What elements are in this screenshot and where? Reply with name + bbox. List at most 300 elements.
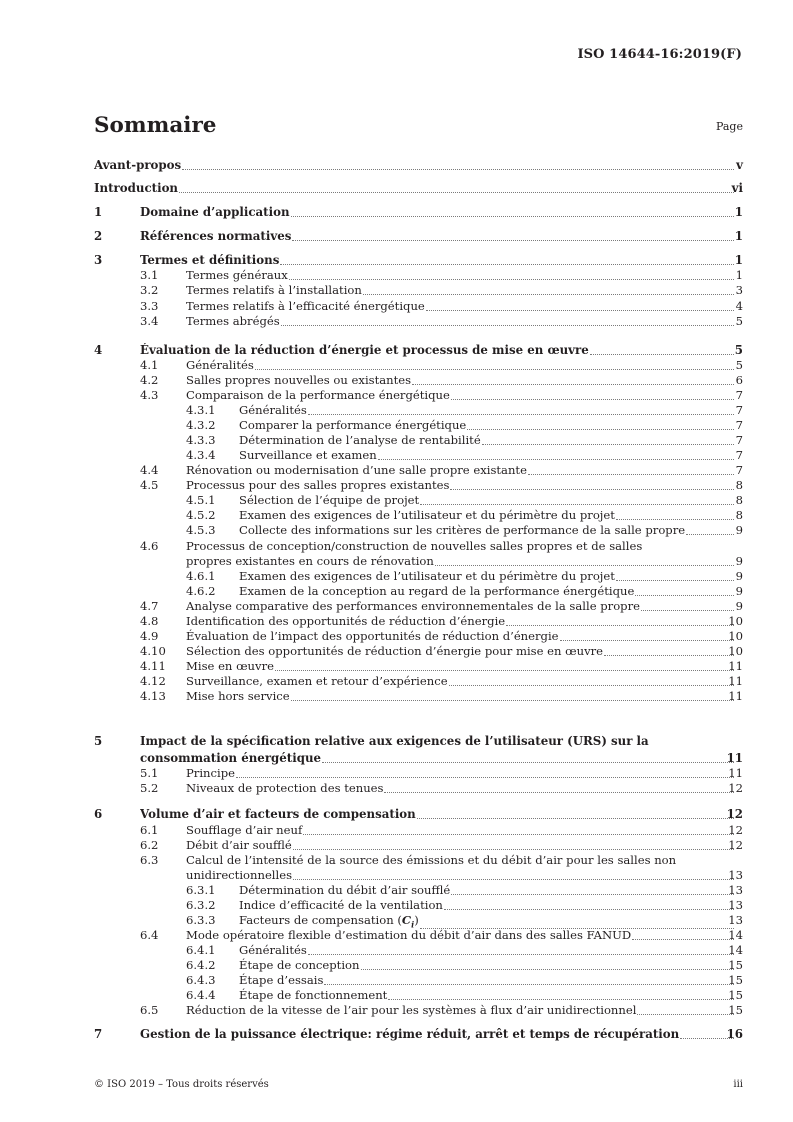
- toc-entry[interactable]: [0, 734, 793, 749]
- toc-entry-page: 8: [735, 493, 743, 507]
- toc-entry-title-text: Évaluation de l’impact des opportunités de réduction d’énergie: [186, 629, 559, 643]
- toc-entry[interactable]: [0, 913, 793, 928]
- toc-entry-title-text: Surveillance et examen: [239, 448, 377, 462]
- toc-entry-title: [186, 823, 302, 838]
- toc-entry-title-text: Principe: [186, 766, 236, 780]
- toc-entry-page: 15: [728, 988, 743, 1002]
- toc-entry-title-text: Détermination de l’analyse de rentabilité: [239, 433, 481, 447]
- toc-entry-title: [140, 229, 291, 244]
- toc-entry-page: 14: [728, 928, 743, 942]
- toc-entry-title: [186, 554, 434, 569]
- footer-page-number: iii: [733, 1079, 743, 1090]
- dot-leader: [444, 909, 734, 910]
- toc-entry-title-text: Volume d’air et facteurs de compensation: [140, 807, 416, 821]
- toc-entry[interactable]: [0, 569, 793, 584]
- toc-entry-number: 4.7: [140, 599, 159, 613]
- dot-leader: [451, 399, 734, 400]
- dot-leader: [236, 777, 734, 778]
- toc-entry-number: 6.4: [140, 928, 159, 942]
- toc-entry-page: 13: [728, 868, 743, 882]
- toc-entry[interactable]: [0, 868, 793, 883]
- toc-entry-text-wrap: [186, 853, 735, 868]
- toc-entry-text-wrap: [140, 734, 735, 749]
- toc-entry-title-text: Sélection des opportunités de réduction d’énergie pour mise en œuvre: [186, 644, 604, 658]
- toc-entry[interactable]: [0, 766, 793, 781]
- toc-entry-title: [239, 403, 307, 418]
- toc-entry[interactable]: [0, 928, 793, 943]
- toc-entry-page: 1: [734, 229, 743, 243]
- dot-leader: [361, 969, 734, 970]
- toc-entry-text-wrap: [239, 508, 735, 523]
- toc-entry-title: [186, 478, 449, 493]
- toc-entry-title: [239, 448, 377, 463]
- toc-entry-number: 4.3.3: [186, 433, 216, 447]
- toc-entry[interactable]: [0, 614, 793, 629]
- toc-entry-title: [239, 943, 307, 958]
- toc-entry-title-text: Rénovation ou modernisation d’une salle propre existante: [186, 463, 527, 477]
- toc-entry-page: 7: [735, 388, 743, 402]
- toc-entry-page: 9: [735, 584, 743, 598]
- toc-entry-title-text: Processus de conception/construction de nouvelles salles propres et de salles: [186, 539, 643, 553]
- toc-entry[interactable]: [0, 539, 793, 554]
- toc-entry-text-wrap: [186, 299, 735, 314]
- toc-entry-title-text: Étape de conception: [239, 958, 360, 972]
- toc-entry[interactable]: [0, 689, 793, 704]
- toc-entry-number: 4.8: [140, 614, 159, 628]
- toc-entry-text-wrap: [239, 898, 735, 913]
- dot-leader: [291, 216, 734, 217]
- dot-leader: [275, 670, 734, 671]
- toc-entry[interactable]: [0, 343, 793, 358]
- toc-entry[interactable]: [0, 205, 793, 220]
- document-identifier: ISO 14644-16:2019(F): [577, 47, 742, 62]
- toc-entry-text-wrap: [186, 554, 735, 569]
- toc-entry-title: [94, 158, 181, 173]
- toc-entry-page: 13: [728, 913, 743, 927]
- toc-entry-title: [186, 268, 288, 283]
- toc-entry-number: 6: [94, 807, 103, 821]
- dot-leader: [435, 565, 734, 566]
- toc-entry-title-text: Collecte des informations sur les critères de performance de la salle propre: [239, 523, 686, 537]
- toc-entry-number: 6.5: [140, 1003, 159, 1017]
- toc-entry-text-wrap: [239, 958, 735, 973]
- toc-entry-number: 4.5.3: [186, 523, 216, 537]
- toc-entry-text-wrap: [186, 644, 735, 659]
- toc-entry-page: 6: [735, 373, 743, 387]
- toc-entry-title: [239, 988, 387, 1003]
- dot-leader: [467, 429, 734, 430]
- toc-entry-page: 12: [728, 781, 743, 795]
- toc-entry-text-wrap: [239, 433, 735, 448]
- toc-entry-text-wrap: [186, 689, 735, 704]
- toc-entry-title-text: Examen des exigences de l’utilisateur et du périmètre du projet: [239, 508, 615, 522]
- toc-entry-page: 15: [728, 973, 743, 987]
- toc-entry-title-text: Mise hors service: [186, 689, 290, 703]
- dot-leader: [308, 414, 734, 415]
- dot-leader: [303, 834, 734, 835]
- toc-entry-number: 4: [94, 343, 103, 357]
- toc-entry-title-text: Sélection de l’équipe de projet: [239, 493, 420, 507]
- toc-entry-page: 12: [728, 838, 743, 852]
- toc-entry-title-text: Détermination du débit d’air soufflé: [239, 883, 451, 897]
- toc-entry-text-wrap: [140, 343, 735, 358]
- toc-entry-number: 4.5.2: [186, 508, 216, 522]
- toc-entry[interactable]: [0, 973, 793, 988]
- toc-entry-title: [186, 283, 362, 298]
- toc-entry[interactable]: [0, 988, 793, 1003]
- toc-entry-title-text: Généralités: [186, 358, 254, 372]
- toc-entry-text-wrap: [186, 629, 735, 644]
- toc-entry-number: 4.3.2: [186, 418, 216, 432]
- dot-leader: [412, 384, 734, 385]
- toc-entry-title-suffix: ): [414, 913, 419, 927]
- toc-entry[interactable]: [0, 478, 793, 493]
- toc-entry[interactable]: [0, 1027, 793, 1042]
- toc-entry-title: [186, 358, 254, 373]
- toc-entry-number: 6.4.3: [186, 973, 216, 987]
- toc-entry[interactable]: [0, 299, 793, 314]
- toc-entry-page: 7: [735, 448, 743, 462]
- toc-entry[interactable]: [0, 674, 793, 689]
- dot-leader: [384, 792, 734, 793]
- toc-entry-title: [186, 853, 676, 868]
- math-subscript: i: [411, 919, 415, 930]
- toc-entry[interactable]: [0, 883, 793, 898]
- toc-entry-text-wrap: [239, 493, 735, 508]
- toc-entry-title: [239, 883, 450, 898]
- dot-leader: [449, 685, 734, 686]
- toc-entry[interactable]: [0, 554, 793, 569]
- toc-entry-number: 4.10: [140, 644, 166, 658]
- toc-entry-title-text: propres existantes en cours de rénovation: [186, 554, 434, 568]
- toc-entry-page: 9: [735, 523, 743, 537]
- toc-entry-text-wrap: [140, 1027, 735, 1042]
- toc-entry-title: [239, 433, 481, 448]
- toc-entry-page: 8: [735, 478, 743, 492]
- dot-leader: [292, 240, 734, 241]
- toc-entry-text-wrap: [186, 283, 735, 298]
- toc-entry-text-wrap: [239, 584, 735, 599]
- toc-entry-number: 6.2: [140, 838, 159, 852]
- toc-entry-text-wrap: [140, 751, 735, 766]
- toc-entry-number: 4.6: [140, 539, 159, 553]
- toc-entry-title-text: Généralités: [239, 943, 307, 957]
- dot-leader: [388, 999, 734, 1000]
- toc-entry[interactable]: [0, 358, 793, 373]
- toc-entry-text-wrap: [186, 868, 735, 883]
- toc-entry-page: 13: [728, 883, 743, 897]
- toc-entry[interactable]: [0, 314, 793, 329]
- toc-entry-title-text: Termes et définitions: [140, 253, 280, 267]
- toc-entry-title-text: Calcul de l’intensité de la source des émissions et du débit d’air pour les salles non: [186, 853, 677, 867]
- toc-entry-text-wrap: [186, 478, 735, 493]
- toc-entry-title: [186, 539, 642, 554]
- toc-entry-number: 5.1: [140, 766, 159, 780]
- toc-entry-title-text: Introduction: [94, 181, 179, 195]
- toc-entry-title: [140, 253, 279, 268]
- toc-entry-text-wrap: [239, 523, 735, 538]
- toc-entry-text-wrap: [186, 463, 735, 478]
- toc-entry-title-text: Termes abrégés: [186, 314, 280, 328]
- toc-entry-text-wrap: [239, 418, 735, 433]
- toc-entry-page: 12: [728, 823, 743, 837]
- toc-entry-title: [140, 807, 416, 822]
- toc-entry-text-wrap: [186, 1003, 735, 1018]
- toc-entry[interactable]: [0, 158, 793, 173]
- math-symbol: C: [401, 913, 412, 927]
- toc-entry-title-text: Examen de la conception au regard de la performance énergétique: [239, 584, 635, 598]
- toc-entry[interactable]: [0, 751, 793, 766]
- toc-entry-title: [186, 614, 505, 629]
- toc-entry-title-text: Processus pour des salles propres existantes: [186, 478, 450, 492]
- toc-entry-title: [239, 973, 323, 988]
- toc-entry-title: [186, 1003, 636, 1018]
- toc-entry-title: [140, 734, 649, 749]
- dot-leader: [322, 762, 734, 763]
- toc-entry-page: 5: [735, 358, 743, 372]
- toc-entry-number: 3.4: [140, 314, 159, 328]
- toc-entry-text-wrap: [239, 943, 735, 958]
- toc-entry[interactable]: [0, 268, 793, 283]
- toc-entry-text-wrap: [186, 838, 735, 853]
- toc-entry-page: 9: [735, 599, 743, 613]
- toc-entry-title-text: Évaluation de la réduction d’énergie et processus de mise en œuvre: [140, 343, 589, 357]
- dot-leader: [289, 279, 734, 280]
- toc-entry[interactable]: [0, 508, 793, 523]
- toc-entry-title-text: Mise en œuvre: [186, 659, 274, 673]
- toc-entry-number: 5.2: [140, 781, 159, 795]
- toc-entry-title: [239, 958, 360, 973]
- toc-entry-title-text: Comparaison de la performance énergétique: [186, 388, 450, 402]
- toc-entry[interactable]: [0, 283, 793, 298]
- toc-entry-title: [140, 343, 589, 358]
- toc-entry-number: 4.4: [140, 463, 159, 477]
- toc-entry-title: [140, 1027, 679, 1042]
- toc-entry-text-wrap: [239, 448, 735, 463]
- toc-entry[interactable]: [0, 853, 793, 868]
- toc-entry[interactable]: [0, 644, 793, 659]
- toc-entry-number: 5: [94, 734, 103, 748]
- toc-entry-text-wrap: [186, 659, 735, 674]
- toc-entry[interactable]: [0, 463, 793, 478]
- toc-entry-page: 15: [728, 1003, 743, 1017]
- toc-entry-number: 6.3.1: [186, 883, 216, 897]
- toc-entry-title: [186, 629, 559, 644]
- toc-entry-page: 7: [735, 433, 743, 447]
- toc-entry-title: [186, 766, 235, 781]
- toc-entry-title-text: Surveillance, examen et retour d’expérience: [186, 674, 448, 688]
- toc-entry[interactable]: [0, 659, 793, 674]
- toc-entry-page: 11: [728, 766, 743, 780]
- toc-entry[interactable]: [0, 807, 793, 822]
- toc-entry-title-text: Réduction de la vitesse de l’air pour les systèmes à flux d’air unidirectionnel: [186, 1003, 637, 1017]
- toc-entry-page: 1: [734, 205, 743, 219]
- toc-entry-title-text: Mode opératoire flexible d’estimation du débit d’air dans des salles FANUD: [186, 928, 632, 942]
- toc-entry-title: [186, 373, 411, 388]
- toc-entry-title-text: consommation énergétique: [140, 751, 322, 765]
- toc-entry[interactable]: [0, 599, 793, 614]
- toc-entry-text-wrap: [239, 973, 735, 988]
- toc-entry-text-wrap: [239, 988, 735, 1003]
- toc-entry-title: [186, 674, 448, 689]
- toc-entry[interactable]: [0, 229, 793, 244]
- toc-entry-page: 7: [735, 418, 743, 432]
- toc-entry[interactable]: [0, 181, 793, 196]
- toc-entry[interactable]: [0, 388, 793, 403]
- toc-entry-number: 4.3.1: [186, 403, 216, 417]
- toc-entry[interactable]: [0, 838, 793, 853]
- toc-entry-title: [186, 689, 290, 704]
- toc-entry-page: 12: [726, 807, 743, 821]
- toc-entry-title: [186, 781, 383, 796]
- toc-entry-page: 1: [735, 268, 743, 282]
- toc-entry-text-wrap: [186, 268, 735, 283]
- toc-entry-title: [140, 751, 321, 766]
- toc-entry-page: 8: [735, 508, 743, 522]
- dot-leader: [450, 489, 734, 490]
- toc-entry-number: 6.4.1: [186, 943, 216, 957]
- toc-entry-number: 4.13: [140, 689, 166, 703]
- toc-entry-text-wrap: [186, 358, 735, 373]
- toc-entry[interactable]: [0, 584, 793, 599]
- toc-entry-page: 11: [728, 674, 743, 688]
- toc-entry-page: 10: [728, 644, 743, 658]
- toc-entry-title: [186, 388, 450, 403]
- toc-entry-title-text: Niveaux de protection des tenues: [186, 781, 384, 795]
- dot-leader: [482, 444, 734, 445]
- toc-entry[interactable]: [0, 523, 793, 538]
- toc-entry-number: 4.5: [140, 478, 159, 492]
- toc-entry-page: 11: [726, 751, 743, 765]
- toc-entry-title-text: Domaine d’application: [140, 205, 290, 219]
- toc-entry-text-wrap: [239, 569, 735, 584]
- toc-entry-text-wrap: [94, 181, 735, 196]
- toc-entry[interactable]: [0, 898, 793, 913]
- toc-entry-page: 7: [735, 403, 743, 417]
- toc-entry-title-text: Gestion de la puissance électrique: régime réduit, arrêt et temps de récupération: [140, 1027, 680, 1041]
- toc-entry-title-text: Examen des exigences de l’utilisateur et du périmètre du projet: [239, 569, 615, 583]
- toc-entry-page: 9: [735, 569, 743, 583]
- dot-leader: [182, 169, 734, 170]
- toc-entry-title: [239, 493, 419, 508]
- dot-leader: [308, 954, 734, 955]
- toc-entry-number: 4.6.1: [186, 569, 216, 583]
- toc-entry-number: 6.3: [140, 853, 159, 867]
- toc-entry-page: 10: [728, 629, 743, 643]
- toc-entry[interactable]: [0, 1003, 793, 1018]
- toc-entry[interactable]: [0, 823, 793, 838]
- toc-entry[interactable]: [0, 418, 793, 433]
- toc-entry-page: 16: [726, 1027, 743, 1041]
- toc-entry-page: 5: [734, 343, 743, 357]
- toc-entry-text-wrap: [186, 599, 735, 614]
- toc-entry[interactable]: [0, 781, 793, 796]
- toc-entry-title-text: Salles propres nouvelles ou existantes: [186, 373, 412, 387]
- toc-entry-text-wrap: [140, 229, 735, 244]
- toc-entry[interactable]: [0, 448, 793, 463]
- dot-leader: [281, 325, 734, 326]
- toc-entry-text-wrap: [186, 373, 735, 388]
- toc-entry-page: 11: [728, 659, 743, 673]
- toc-entry-number: 3: [94, 253, 103, 267]
- toc-entry-title: [239, 418, 466, 433]
- toc-entry-number: 6.3.2: [186, 898, 216, 912]
- toc-entry-title-text: Termes relatifs à l’installation: [186, 283, 362, 297]
- toc-entry-page: 9: [735, 554, 743, 568]
- dot-leader: [426, 310, 734, 311]
- toc-entry-text-wrap: [186, 614, 735, 629]
- toc-entry-title-text: Termes généraux: [186, 268, 288, 282]
- toc-entry-title: [94, 181, 178, 196]
- toc-entry[interactable]: [0, 433, 793, 448]
- toc-entry-text-wrap: [140, 807, 735, 822]
- dot-leader: [179, 192, 734, 193]
- dot-leader: [324, 984, 734, 985]
- toc-entry-number: 6.1: [140, 823, 159, 837]
- page-column-label: Page: [715, 120, 743, 133]
- toc-entry-text-wrap: [94, 158, 735, 173]
- toc-entry[interactable]: [0, 253, 793, 268]
- dot-leader: [293, 849, 734, 850]
- toc-entry-title-text: Comparer la performance énergétique: [239, 418, 467, 432]
- toc-entry[interactable]: [0, 373, 793, 388]
- toc-entry-page: 14: [728, 943, 743, 957]
- toc-entry-title: [186, 463, 527, 478]
- dot-leader: [506, 625, 734, 626]
- toc-entry[interactable]: [0, 943, 793, 958]
- dot-leader: [417, 818, 734, 819]
- toc-entry[interactable]: [0, 493, 793, 508]
- toc-entry-title: [186, 599, 640, 614]
- toc-entry-title-text: Identification des opportunités de réduction d’énergie: [186, 614, 506, 628]
- dot-leader: [420, 504, 734, 505]
- toc-entry[interactable]: [0, 958, 793, 973]
- toc-entry-text-wrap: [140, 205, 735, 220]
- toc-title: Sommaire: [94, 113, 217, 138]
- dot-leader: [363, 294, 734, 295]
- toc-entry-title-text: Débit d’air soufflé: [186, 838, 292, 852]
- toc-entry-number: 6.4.2: [186, 958, 216, 972]
- toc-entry-title: [186, 868, 292, 883]
- toc-entry-title: [239, 508, 615, 523]
- toc-entry-page: 1: [734, 253, 743, 267]
- toc-entry-text-wrap: [186, 388, 735, 403]
- toc-entry-page: 3: [735, 283, 743, 297]
- toc-entry-title: [239, 523, 685, 538]
- toc-entry-title-text: Facteurs de compensation (: [239, 913, 402, 927]
- toc-entry-number: 6.3.3: [186, 913, 216, 927]
- copyright-notice: © ISO 2019 – Tous droits réservés: [94, 1079, 269, 1090]
- toc-entry-number: 4.2: [140, 373, 159, 387]
- toc-entry-title: [186, 659, 274, 674]
- toc-entry-number: 3.3: [140, 299, 159, 313]
- toc-entry[interactable]: [0, 403, 793, 418]
- toc-entry-text-wrap: [239, 403, 735, 418]
- toc-entry[interactable]: [0, 629, 793, 644]
- toc-entry-title-text: unidirectionnelles: [186, 868, 293, 882]
- toc-entry-number: 2: [94, 229, 103, 243]
- toc-entry-number: 4.1: [140, 358, 159, 372]
- toc-entry-title: [186, 928, 631, 943]
- toc-entry-text-wrap: [239, 883, 735, 898]
- toc-entry-number: 4.3.4: [186, 448, 216, 462]
- toc-entry-page: 11: [728, 689, 743, 703]
- toc-entry-page: v: [736, 158, 743, 172]
- toc-entry-title: [186, 838, 292, 853]
- toc-entry-title: [140, 205, 290, 220]
- toc-entry-title: [186, 299, 425, 314]
- toc-entry-title-text: Références normatives: [140, 229, 292, 243]
